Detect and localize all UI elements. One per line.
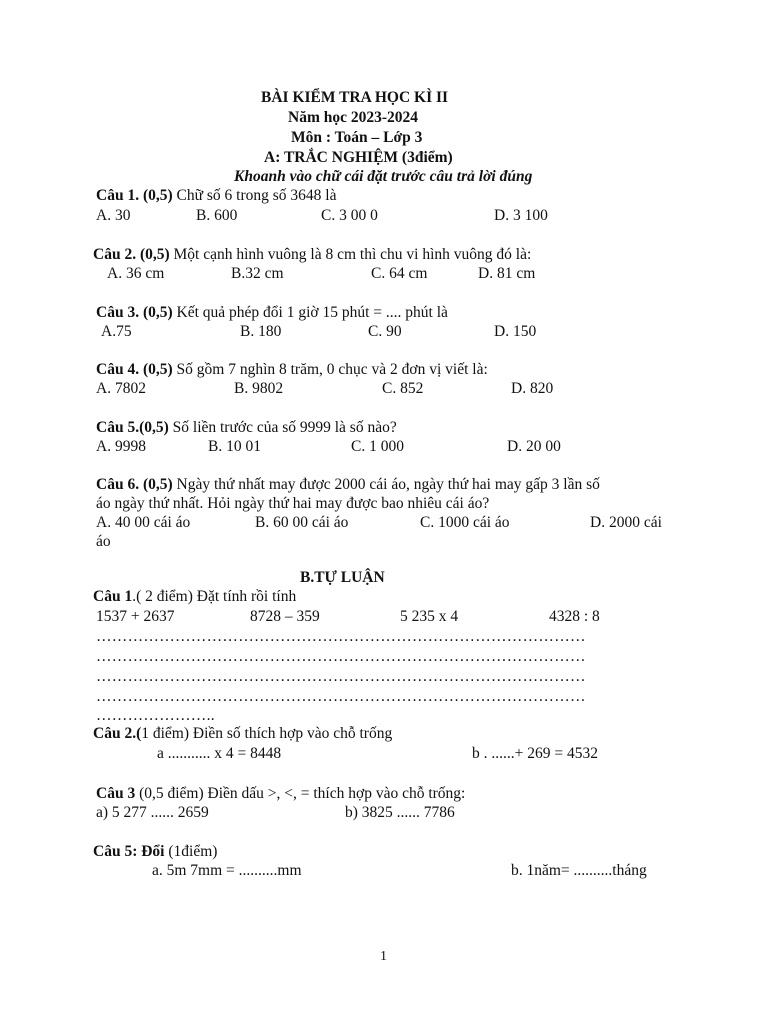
section-b-heading: B.TỰ LUẬN — [300, 569, 385, 586]
mc-option-2b: B.32 cm — [231, 265, 284, 282]
question-label: Câu 5: Đổi — [93, 843, 165, 860]
fill-item-b: b . ......+ 269 = 4532 — [472, 745, 598, 762]
mc-question-6-cont: áo ngày thứ nhất. Hỏi ngày thứ hai may được bao nhiêu cái áo? — [96, 495, 490, 512]
calc-item-4: 4328 : 8 — [549, 608, 600, 625]
question-label: Câu 1. (0,5) — [96, 187, 173, 204]
calc-item-2: 8728 – 359 — [250, 608, 320, 625]
mc-option-4a: A. 7802 — [96, 380, 146, 397]
mc-option-2d: D. 81 cm — [478, 265, 536, 282]
mc-option-2c: C. 64 cm — [371, 265, 428, 282]
mc-option-4b: B. 9802 — [234, 380, 284, 397]
mc-option-1b: B. 600 — [196, 207, 238, 224]
mc-option-2a: A. 36 cm — [107, 265, 165, 282]
mc-option-4c: C. 852 — [382, 380, 424, 397]
mc-option-1c: C. 3 00 0 — [321, 207, 378, 224]
mc-option-3a: A.75 — [101, 323, 132, 340]
essay-question-2 — [93, 724, 392, 743]
question-text: Một cạnh hình vuông là 8 cm thì chu vi hình vuông đó là: — [169, 246, 532, 263]
essay-question-1 — [93, 587, 296, 606]
section-a-instruction: Khoanh vào chữ cái đặt trước câu trả lời đúng — [234, 168, 533, 185]
essay-question-5 — [93, 842, 217, 861]
mc-option-5c: C. 1 000 — [351, 438, 404, 455]
essay-question-3 — [96, 784, 465, 803]
mc-option-6b: B. 60 00 cái áo — [255, 514, 349, 531]
mc-option-3d: D. 150 — [494, 323, 537, 340]
question-text: Ngày thứ nhất may được 2000 cái áo, ngày thứ hai may gấp 3 lần số — [172, 476, 600, 493]
mc-option-6d: D. 2000 cái — [590, 514, 662, 531]
question-text: Kết quả phép đổi 1 giờ 15 phút = .... phút là — [172, 304, 448, 321]
question-label: Câu 2.( — [93, 725, 142, 742]
question-label: Câu 3 — [96, 785, 136, 802]
question-text: Số liền trước của số 9999 là số nào? — [168, 419, 397, 436]
mc-question-3 — [96, 303, 448, 322]
compare-item-a: a) 5 277 ...... 2659 — [96, 804, 209, 821]
answer-dots-line: ………………………………………………………………………………… — [96, 628, 586, 645]
mc-option-5a: A. 9998 — [96, 438, 146, 455]
mc-option-5b: B. 10 01 — [208, 438, 261, 455]
question-text: Chữ số 6 trong số 3648 là — [172, 187, 337, 204]
calc-item-1: 1537 + 2637 — [96, 608, 175, 625]
school-year: Năm học 2023-2024 — [288, 109, 419, 126]
section-a-heading: A: TRẮC NGHIỆM (3điểm) — [264, 149, 453, 166]
question-text: .( 2 điểm) Đặt tính rồi tính — [132, 588, 297, 605]
mc-question-5 — [96, 418, 397, 437]
question-text: (0,5 điểm) Điền dấu >, <, = thích hợp vào chỗ trống: — [135, 785, 466, 802]
answer-dots-line: ………………………………………………………………………………… — [96, 668, 586, 685]
question-text: Số gồm 7 nghìn 8 trăm, 0 chục và 2 đơn vị viết là: — [172, 361, 488, 378]
mc-option-4d: D. 820 — [511, 380, 554, 397]
question-label: Câu 1 — [93, 588, 133, 605]
convert-item-a: a. 5m 7mm = ..........mm — [152, 862, 302, 879]
question-label: Câu 2. (0,5) — [93, 246, 170, 263]
question-text: (1điểm) — [164, 843, 218, 860]
question-label: Câu 4. (0,5) — [96, 361, 173, 378]
mc-option-6d-wrap: áo — [96, 533, 111, 550]
convert-item-b: b. 1năm= ..........tháng — [511, 862, 647, 879]
mc-question-4 — [96, 360, 488, 379]
answer-dots-end: ………………….. — [96, 707, 215, 724]
question-label: Câu 3. (0,5) — [96, 304, 173, 321]
compare-item-b: b) 3825 ...... 7786 — [345, 804, 455, 821]
answer-dots-line: ………………………………………………………………………………… — [96, 688, 586, 705]
mc-question-1 — [96, 186, 336, 205]
mc-option-1d: D. 3 100 — [494, 207, 548, 224]
page-number: 1 — [380, 949, 387, 964]
answer-dots-line: ………………………………………………………………………………… — [96, 648, 586, 665]
exam-title: BÀI KIỂM TRA HỌC KÌ II — [261, 89, 449, 106]
mc-option-6c: C. 1000 cái áo — [420, 514, 510, 531]
subject-line: Môn : Toán – Lớp 3 — [291, 129, 423, 146]
question-label: Câu 6. (0,5) — [96, 476, 173, 493]
mc-option-6a: A. 40 00 cái áo — [96, 514, 191, 531]
fill-item-a: a ........... x 4 = 8448 — [157, 745, 282, 762]
calc-item-3: 5 235 x 4 — [400, 608, 459, 625]
mc-option-3c: C. 90 — [368, 323, 402, 340]
mc-option-3b: B. 180 — [240, 323, 282, 340]
mc-question-6 — [96, 475, 600, 494]
mc-option-1a: A. 30 — [96, 207, 131, 224]
mc-question-2 — [93, 245, 531, 264]
mc-option-5d: D. 20 00 — [507, 438, 561, 455]
question-label: Câu 5.(0,5) — [96, 419, 169, 436]
question-text: 1 điểm) Điền số thích hợp vào chỗ trống — [141, 725, 393, 742]
